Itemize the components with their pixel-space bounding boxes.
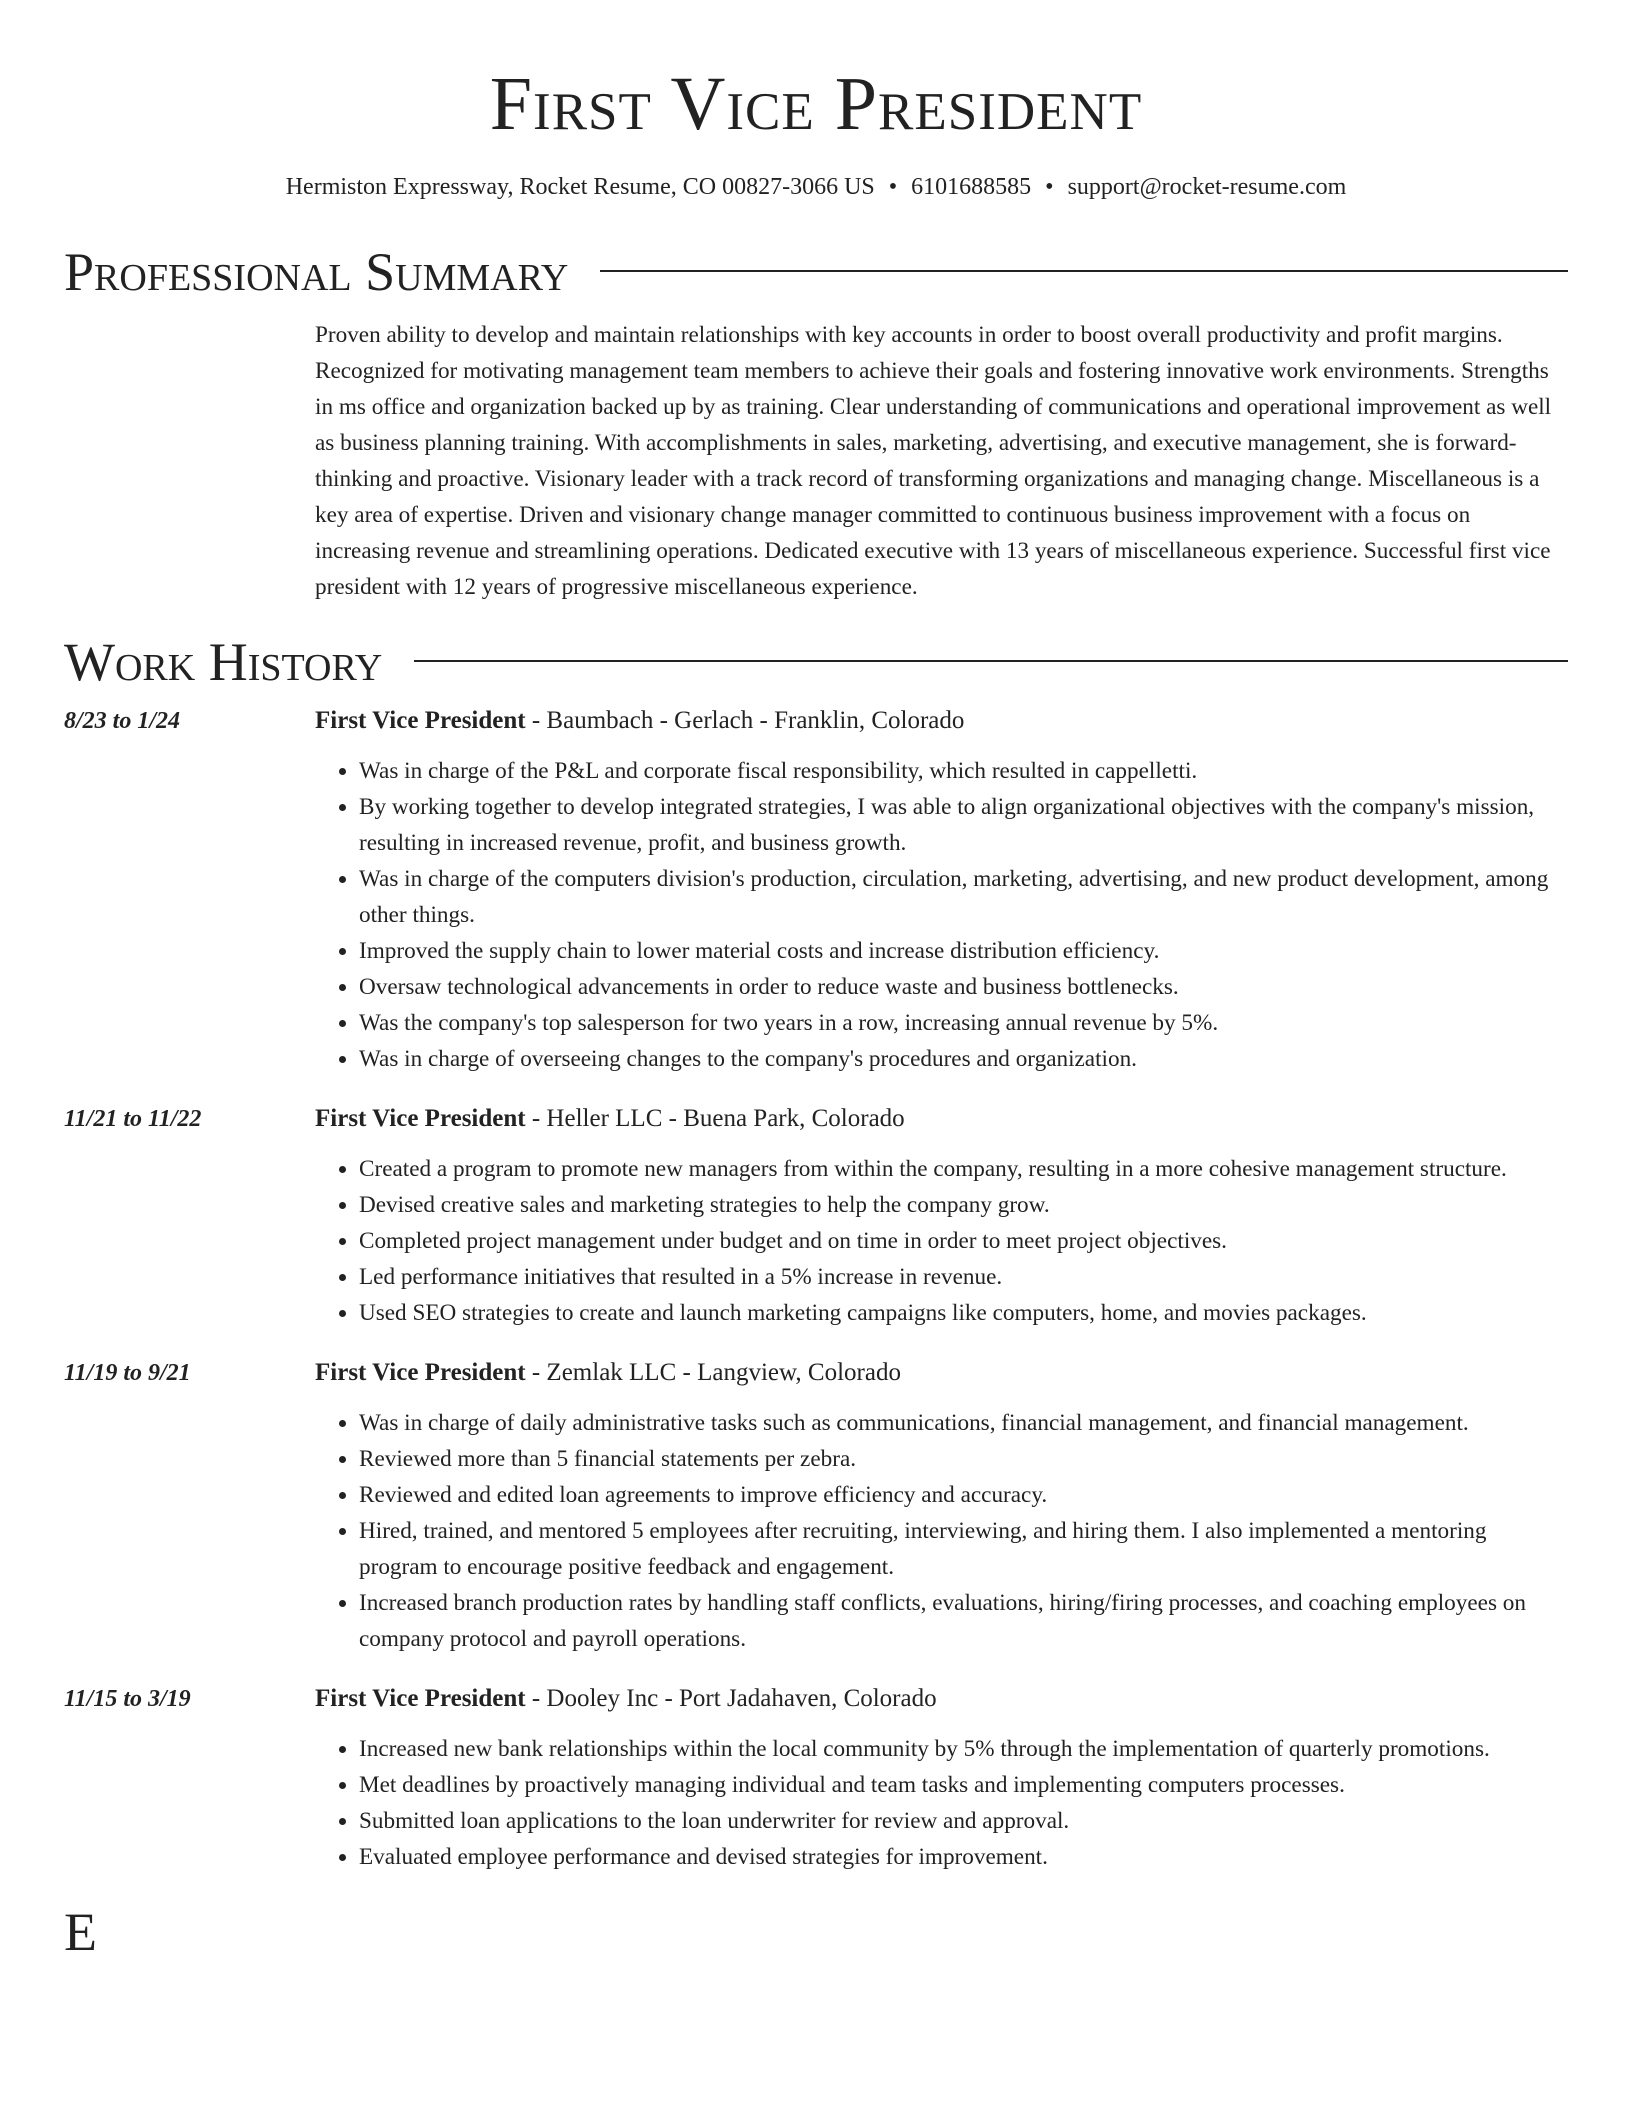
job-entry (64, 1101, 1568, 1331)
contact-separator: • (888, 174, 898, 200)
job-bullet: • Was in charge of daily administrative tasks such as communications, financial management, and financial management. (359, 1405, 1568, 1441)
job-bullet: • Used SEO strategies to create and launch marketing campaigns like computers, home, and movies packages. (359, 1295, 1568, 1331)
job-bullet-list (315, 1405, 1568, 1657)
job-company-location: - Baumbach - Gerlach - Franklin, Colorado (525, 707, 965, 734)
job-bullet: • Improved the supply chain to lower material costs and increase distribution efficiency. (359, 933, 1568, 969)
job-bullet: • Was in charge of the computers division's production, circulation, marketing, advertising, and new product development, among other things. (359, 861, 1568, 933)
job-bullet-list (315, 1151, 1568, 1331)
section-divider (600, 270, 1568, 272)
job-company-location: - Heller LLC - Buena Park, Colorado (525, 1105, 905, 1132)
job-dates: 11/15 to 3/19 (64, 1686, 191, 1712)
job-bullet-list (315, 753, 1568, 1077)
summary-section-title: Professional Summary (64, 242, 569, 302)
resume-page (64, 0, 1568, 1962)
job-bullet: • Reviewed and edited loan agreements to improve efficiency and accuracy. (359, 1477, 1568, 1513)
work-section-title: Work History (64, 632, 383, 692)
resume-name-title: First Vice President (489, 62, 1143, 146)
job-role: First Vice President (315, 1359, 526, 1386)
job-dates: 8/23 to 1/24 (64, 708, 181, 734)
job-bullet: • Led performance initiatives that resulted in a 5% increase in revenue. (359, 1259, 1568, 1295)
next-section-title: E (64, 1902, 97, 1962)
job-bullet: • Was the company's top salesperson for two years in a row, increasing annual revenue by 5%. (359, 1005, 1568, 1041)
job-bullet: • Completed project management under budget and on time in order to meet project objectives. (359, 1223, 1568, 1259)
job-title-line (315, 703, 1568, 739)
job-bullet: • Created a program to promote new managers from within the company, resulting in a more cohesive management structure. (359, 1151, 1568, 1187)
summary-text: Proven ability to develop and maintain relationships with key accounts in order to boost overall productivity and profit margins. Recognized for motivating management team members to achieve their goals and fostering innovative work environments. Strengths in ms office and organization backed up by as training. Clear understanding of communications and operational improvement as well as business planning training. With accomplishments in sales, marketing, advertising, and executive management, she is forward-thinking and proactive. Visionary leader with a track record of transforming organizations and managing change. Miscellaneous is a key area of expertise. Driven and visionary change manager committed to continuous business improvement with a focus on increasing revenue and streamlining operations. Dedicated executive with 13 years of miscellaneous experience. Successful first vice president with 12 years of progressive miscellaneous experience. (315, 322, 1552, 600)
job-entry (64, 703, 1568, 1077)
section-divider (414, 660, 1568, 662)
job-company-location: - Dooley Inc - Port Jadahaven, Colorado (525, 1685, 937, 1712)
job-role: First Vice President (315, 1105, 526, 1132)
job-details (315, 1101, 1568, 1331)
job-entry (64, 1355, 1568, 1657)
job-bullet: • Was in charge of overseeing changes to the company's procedures and organization. (359, 1041, 1568, 1077)
job-bullet: • By working together to develop integrated strategies, I was able to align organizational objectives with the company's mission, resulting in increased revenue, profit, and business growth. (359, 789, 1568, 861)
contact-phone: 6101688585 (911, 174, 1032, 200)
summary-section-header (64, 242, 1568, 302)
contact-separator: • (1045, 174, 1054, 200)
job-title-line (315, 1681, 1568, 1717)
job-title-line (315, 1355, 1568, 1391)
job-dates: 11/19 to 9/21 (64, 1360, 191, 1386)
job-details (315, 703, 1568, 1077)
job-bullet: • Devised creative sales and marketing strategies to help the company grow. (359, 1187, 1568, 1223)
job-bullet: • Reviewed more than 5 financial statements per zebra. (359, 1441, 1568, 1477)
job-bullet: • Oversaw technological advancements in order to reduce waste and business bottlenecks. (359, 969, 1568, 1005)
job-dates: 11/21 to 11/22 (64, 1106, 202, 1132)
job-company-location: - Zemlak LLC - Langview, Colorado (525, 1359, 901, 1386)
next-section-header (64, 1902, 1568, 1962)
job-bullet: • Submitted loan applications to the loan underwriter for review and approval. (359, 1803, 1568, 1839)
job-bullet: • Hired, trained, and mentored 5 employees after recruiting, interviewing, and hiring them. I also implemented a mentoring program to encourage positive feedback and engagement. (359, 1513, 1568, 1585)
job-title-line (315, 1101, 1568, 1137)
job-role: First Vice President (315, 1685, 526, 1712)
job-bullet: • Increased branch production rates by handling staff conflicts, evaluations, hiring/firing processes, and coaching employees on company protocol and payroll operations. (359, 1585, 1568, 1657)
job-bullet: • Was in charge of the P&L and corporate fiscal responsibility, which resulted in cappelletti. (359, 753, 1568, 789)
job-bullet: • Met deadlines by proactively managing individual and team tasks and implementing computers processes. (359, 1767, 1568, 1803)
job-bullet: • Increased new bank relationships within the local community by 5% through the implementation of quarterly promotions. (359, 1731, 1568, 1767)
job-entry (64, 1681, 1568, 1875)
job-details (315, 1681, 1568, 1875)
contact-line (64, 175, 1568, 199)
job-role: First Vice President (315, 707, 526, 734)
job-bullet-list (315, 1731, 1568, 1875)
contact-email: support@rocket-resume.com (1067, 174, 1347, 200)
work-section-header (64, 632, 1568, 692)
job-bullet: • Evaluated employee performance and devised strategies for improvement. (359, 1839, 1568, 1875)
work-history-list (64, 703, 1568, 1875)
contact-address: Hermiston Expressway, Rocket Resume, CO 00827-3066 US (285, 174, 875, 200)
job-details (315, 1355, 1568, 1657)
